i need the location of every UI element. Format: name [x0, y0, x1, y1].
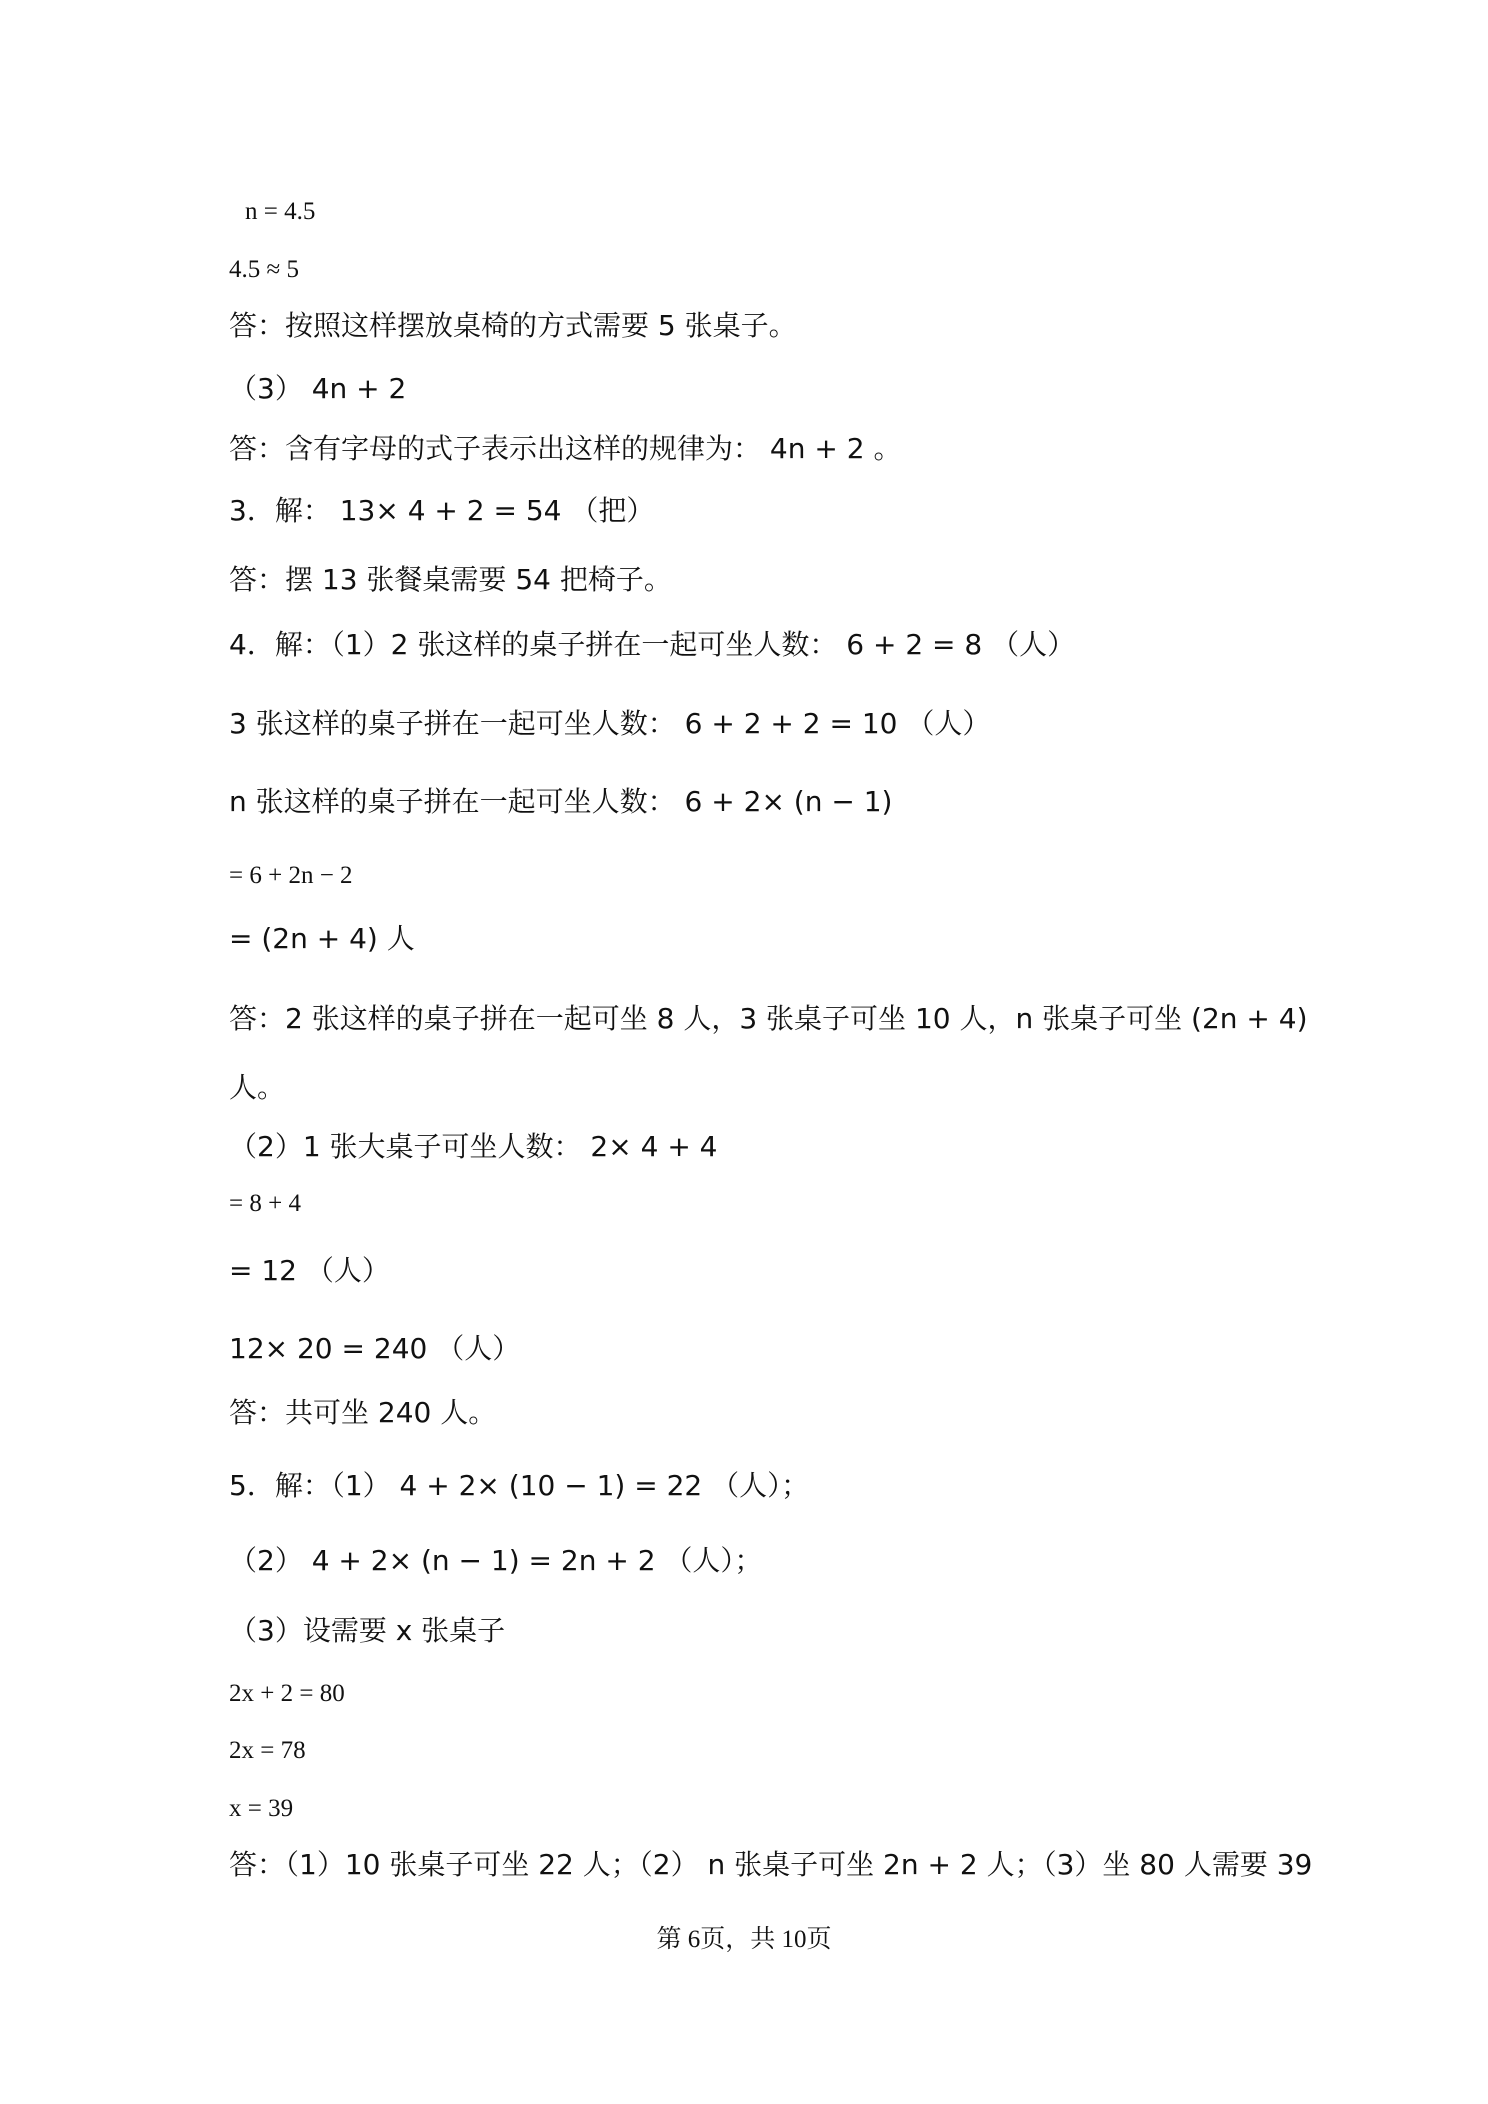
- solution-heading: 3．解： 13× 4 + 2 = 54 （把）: [229, 494, 655, 527]
- solution-heading: 5．解：（1） 4 + 2× (10 − 1) = 22 （人）；: [229, 1469, 810, 1502]
- solution-heading: 4．解：（1）2 张这样的桌子拼在一起可坐人数： 6 + 2 = 8 （人）: [229, 628, 1076, 661]
- text-line: （3）设需要 x 张桌子: [229, 1614, 506, 1647]
- answer-line: 答：摆 13 张餐桌需要 54 把椅子。: [229, 563, 672, 596]
- answer-line: 答：2 张这样的桌子拼在一起可坐 8 人，3 张桌子可坐 10 人，n 张桌子可坐 (2n + 4): [229, 1002, 1308, 1035]
- text-line: 3 张这样的桌子拼在一起可坐人数： 6 + 2 + 2 = 10 （人）: [229, 707, 991, 740]
- equation-line: 2x = 78: [229, 1737, 306, 1764]
- answer-line: 答：（1）10 张桌子可坐 22 人；（2） n 张桌子可坐 2n + 2 人；（3）坐 80 人需要 39: [229, 1848, 1313, 1881]
- equation-line: x = 39: [229, 1795, 294, 1822]
- answer-line: 答：共可坐 240 人。: [229, 1396, 497, 1429]
- answer-line: 答：按照这样摆放桌椅的方式需要 5 张桌子。: [229, 309, 797, 342]
- page-footer: 第 6页，共 10页: [656, 1926, 832, 1953]
- text-line: （3） 4n + 2: [229, 372, 407, 405]
- equation-line: 2x + 2 = 80: [229, 1680, 345, 1707]
- text-line: = (2n + 4) 人: [229, 922, 415, 955]
- equation-line: = 8 + 4: [229, 1190, 301, 1217]
- text-line: （2） 4 + 2× (n − 1) = 2n + 2 （人）；: [229, 1544, 763, 1577]
- equation-line: = 6 + 2n − 2: [229, 862, 353, 889]
- text-line: 人。: [229, 1071, 286, 1104]
- text-line: n 张这样的桌子拼在一起可坐人数： 6 + 2× (n − 1): [229, 785, 893, 818]
- equation-line: n = 4.5: [245, 198, 316, 225]
- text-line: 12× 20 = 240 （人）: [229, 1332, 521, 1365]
- answer-line: 答：含有字母的式子表示出这样的规律为： 4n + 2 。: [229, 432, 902, 465]
- equation-line: 4.5 ≈ 5: [229, 256, 299, 283]
- text-line: （2）1 张大桌子可坐人数： 2× 4 + 4: [229, 1130, 718, 1163]
- text-line: = 12 （人）: [229, 1254, 390, 1287]
